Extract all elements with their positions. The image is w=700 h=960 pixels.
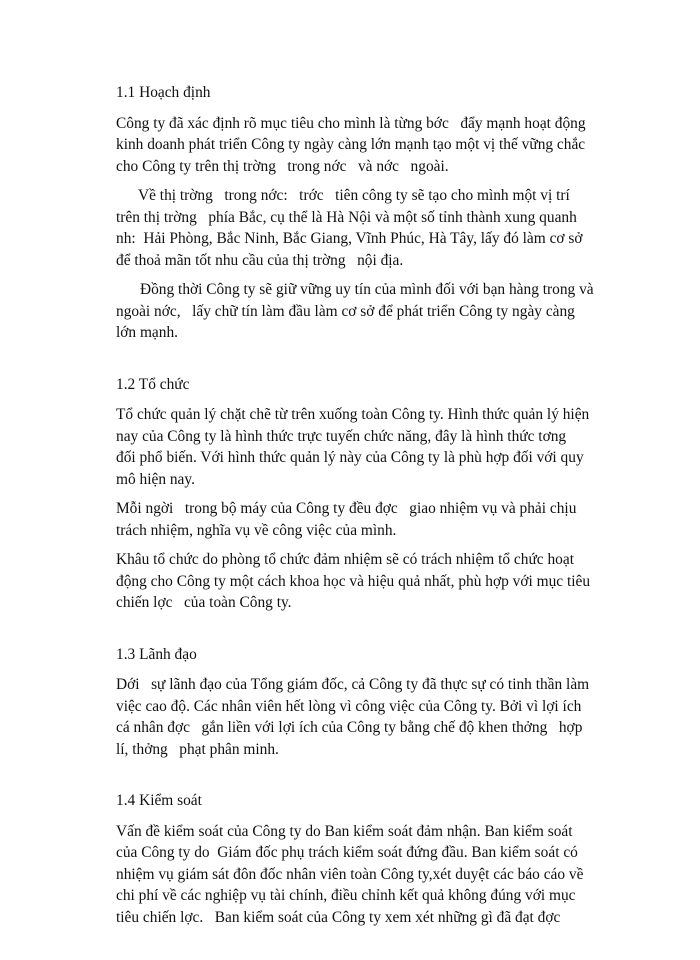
text-line: cho Công ty trên thị trờng trong nớc và nớc ngoài. xyxy=(116,157,449,175)
text-line: nay của Công ty là hình thức trực tuyến chức năng, đây là hình thức tơng xyxy=(116,427,567,445)
text-line: lí, thởng phạt phân minh. xyxy=(116,740,279,758)
paragraph xyxy=(116,185,636,271)
section-heading: 1.2 Tổ chức xyxy=(116,375,190,393)
paragraph xyxy=(116,113,636,178)
text-line: Mỗi ngời trong bộ máy của Công ty đều đợc giao nhiệm vụ và phải chịu xyxy=(116,500,577,517)
section-spacer xyxy=(116,344,636,374)
text-line: kinh doanh phát triển Công ty ngày càng lớn mạnh tạo một vị thế vững chắc xyxy=(116,136,586,153)
paragraph xyxy=(116,674,636,760)
paragraph xyxy=(116,404,636,490)
section xyxy=(116,790,636,928)
section-spacer xyxy=(116,760,636,790)
text-line: của Công ty do Giám đốc phụ trách kiểm soát đứng đầu. Ban kiểm soát có xyxy=(116,844,578,861)
text-line: để thoả mãn tốt nhu cầu của thị trờng nội địa. xyxy=(116,251,404,269)
section-spacer xyxy=(116,614,636,644)
text-line: tiêu chiến lợc. Ban kiểm soát của Công ty xem xét những gì đã đạt đợc xyxy=(116,908,561,926)
text-line: nh: Hải Phòng, Bắc Ninh, Bắc Giang, Vĩnh Phúc, Hà Tây, lấy đó làm cơ sở xyxy=(116,230,583,247)
text-line: cá nhân đợc gắn liền với lợi ích của Công ty bằng chế độ khen thởng hợp xyxy=(116,719,583,736)
text-line: Dới sự lãnh đạo của Tổng giám đốc, cả Công ty đã thực sự có tinh thần làm xyxy=(116,676,590,693)
paragraph xyxy=(116,498,636,541)
text-line: động cho Công ty một cách khoa học và hiệu quả nhất, phù hợp với mục tiêu xyxy=(116,572,591,590)
document-page xyxy=(116,82,636,928)
text-line: Khâu tổ chức do phòng tổ chức đảm nhiệm sẽ có trách nhiệm tổ chức hoạt xyxy=(116,551,574,568)
text-line: trách nhiệm, nghĩa vụ về công việc của mình. xyxy=(116,521,397,539)
section-heading: 1.4 Kiểm soát xyxy=(116,792,202,809)
section-heading: 1.3 Lãnh đạo xyxy=(116,645,197,663)
section xyxy=(116,374,636,614)
text-line: Công ty đã xác định rõ mục tiêu cho mình là từng bớc đẩy mạnh hoạt động xyxy=(116,114,586,132)
section xyxy=(116,644,636,761)
paragraph xyxy=(116,279,636,344)
paragraph xyxy=(116,821,636,929)
paragraph xyxy=(116,549,636,614)
text-line: Đồng thời Công ty sẽ giữ vững uy tín của mình đối với bạn hàng trong và xyxy=(140,281,594,298)
text-line: đối phổ biến. Với hình thức quản lý này của Công ty là phù hợp đối với quy xyxy=(116,449,584,466)
text-line: việc cao độ. Các nhân viên hết lòng vì công việc của Công ty. Bởi vì lợi ích xyxy=(116,697,582,715)
text-line: ngoài nớc, lấy chữ tín làm đầu làm cơ sở để phát triển Công ty ngày càng xyxy=(116,302,575,320)
section xyxy=(116,82,636,344)
text-line: chiến lợc của toàn Công ty. xyxy=(116,594,292,611)
text-line: nhiệm vụ giám sát đôn đốc nhân viên toàn Công ty,xét duyệt các báo cáo về xyxy=(116,865,584,883)
text-line: trên thị trờng phía Bắc, cụ thể là Hà Nội và một số tỉnh thành xung quanh xyxy=(116,208,577,226)
section-heading: 1.1 Hoạch định xyxy=(116,84,211,101)
text-line: lớn mạnh. xyxy=(116,324,178,341)
text-line: Tổ chức quản lý chặt chẽ từ trên xuống toàn Công ty. Hình thức quản lý hiện xyxy=(116,406,590,423)
text-line: chi phí về các nghiệp vụ tài chính, điều chỉnh kết quả không đúng với mục xyxy=(116,887,576,904)
text-line: mô hiện nay. xyxy=(116,470,195,488)
text-line: Về thị trờng trong nớc: trớc tiên công ty sẽ tạo cho mình một vị trí xyxy=(138,187,570,204)
text-line: Vấn đề kiểm soát của Công ty do Ban kiểm soát đảm nhận. Ban kiểm soát xyxy=(116,822,573,840)
